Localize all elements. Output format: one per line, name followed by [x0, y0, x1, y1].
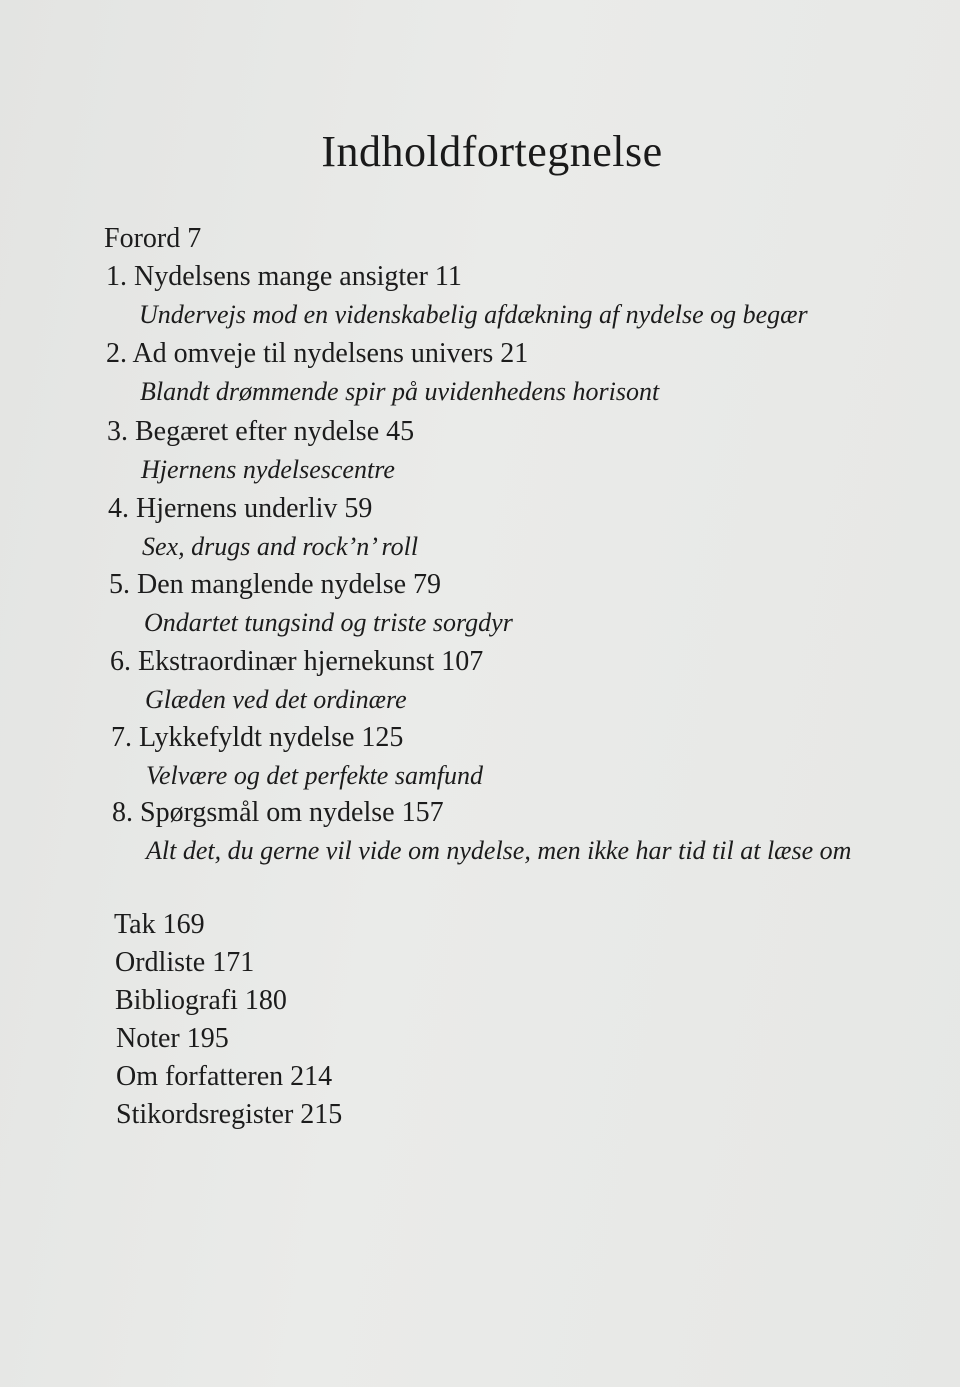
toc-chapter-5-heading: 5. Den manglende nydelse 79	[109, 569, 442, 600]
toc-chapter-2-heading: 2. Ad omveje til nydelsens univers 21	[106, 338, 529, 369]
toc-chapter-6-subtitle: Glæden ved det ordinære	[145, 685, 407, 714]
toc-backmatter-index: Stikordsregister 215	[116, 1099, 343, 1130]
toc-chapter-4-subtitle: Sex, drugs and rock’n’ roll	[142, 532, 419, 561]
toc-chapter-7-heading: 7. Lykkefyldt nydelse 125	[111, 722, 404, 753]
toc-backmatter-acknowledgements: Tak 169	[114, 909, 205, 940]
toc-chapter-4-heading: 4. Hjernens underliv 59	[108, 493, 373, 524]
page-title: Indholdfortegnelse	[321, 127, 663, 176]
toc-chapter-8-heading: 8. Spørgsmål om nydelse 157	[112, 797, 444, 828]
toc-chapter-3-heading: 3. Begæret efter nydelse 45	[107, 416, 415, 447]
toc-backmatter-notes: Noter 195	[116, 1023, 229, 1054]
toc-chapter-5-subtitle: Ondartet tungsind og triste sorgdyr	[144, 608, 513, 637]
toc-backmatter-bibliography: Bibliografi 180	[115, 985, 287, 1016]
toc-chapter-8-subtitle: Alt det, du gerne vil vide om nydelse, men ikke har tid til at læse om	[146, 836, 852, 865]
toc-chapter-6-heading: 6. Ekstraordinær hjernekunst 107	[110, 646, 484, 677]
toc-chapter-1-subtitle: Undervejs mod en videnskabelig afdækning af nydelse og begær	[139, 300, 808, 329]
toc-chapter-1-heading: 1. Nydelsens mange ansigter 11	[106, 261, 462, 292]
toc-backmatter-about-author: Om forfatteren 214	[116, 1061, 333, 1092]
toc-chapter-3-subtitle: Hjernens nydelsescentre	[141, 455, 395, 484]
toc-foreword: Forord 7	[104, 223, 202, 254]
toc-chapter-7-subtitle: Velvære og det perfekte samfund	[146, 761, 483, 790]
toc-backmatter-glossary: Ordliste 171	[115, 947, 255, 978]
toc-chapter-2-subtitle: Blandt drømmende spir på uvidenhedens horisont	[140, 377, 660, 406]
